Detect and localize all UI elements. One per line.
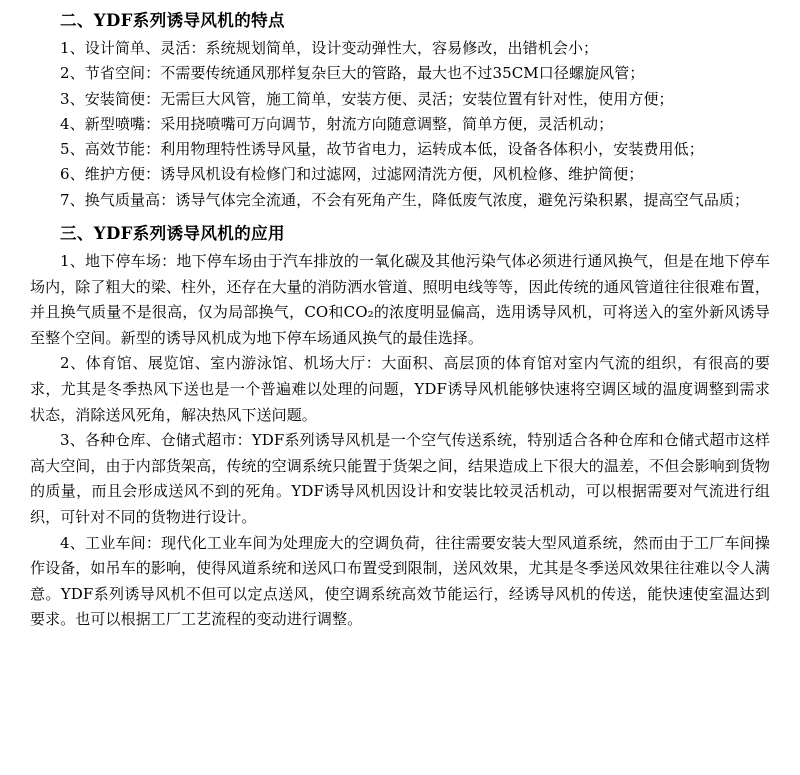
section-features [30,8,770,213]
paragraph: 2、节省空间：不需要传统通风那样复杂巨大的管路，最大也不过35CM口径螺旋风管； [60,64,645,83]
paragraph: 7、换气质量高：诱导气体完全流通，不会有死角产生，降低废气浓度，避免污染积累，提高空气品质； [60,190,750,209]
section-applications [30,221,770,633]
paragraph: 5、高效节能：利用物理特性诱导风量，故节省电力，运转成本低，设备各体积小，安装费用低； [60,140,704,159]
paragraph: 1、设计简单、灵活：系统规划简单，设计变动弹性大，容易修改，出错机会小； [60,39,599,57]
paragraph: 3、各种仓库、仓储式超市：YDF系列诱导风机是一个空气传送系统，特别适合各种仓库和仓储式超市这样高大空间，由于内部货架高，传统的空调系统只能置于货架之间，结果造成上下很大的温差，不但会影响到货物的质量，而且会形成送风不到的死角。YDF诱导风机因设计和安装比较灵活机动，可以根据需要对气流进行组织，可针对不同的货物进行设计。 [30,431,770,527]
paragraph: 4、新型喷嘴：采用挠喷嘴可万向调节，射流方向随意调整，简单方便，灵活机动； [60,114,614,133]
section-heading-features: 二、YDF系列诱导风机的特点 [60,11,285,30]
paragraph: 4、工业车间：现代化工业车间为处理庞大的空调负荷，往往需要安装大型风道系统，然而由于工厂车间操作设备，如吊车的影响，使得风道系统和送风口布置受到限制，送风效果，尤其是冬季送风效果往往难以令人满意。YDF系列诱导风机不但可以定点送风，使空调系统高效节能运行，经诱导风机的传送，能快速使室温达到要求。也可以根据工厂工艺流程的变动进行调整。 [30,533,770,629]
paragraph: 2、体育馆、展览馆、室内游泳馆、机场大厅：大面积、高层顶的体育馆对室内气流的组织，有很高的要求，尤其是冬季热风下送也是一个普遍难以处理的问题，YDF诱导风机能够快速将空调区域的温度调整到需求状态，消除送风死角，解决热风下送问题。 [30,354,770,424]
paragraph: 6、维护方便：诱导风机设有检修门和过滤网，过滤网清洗方便，风机检修、维护简便； [60,165,644,184]
paragraph: 3、安装简便：无需巨大风管，施工简单，安装方便、灵活；安装位置有针对性，使用方便； [60,89,674,108]
section-heading-applications: 三、YDF系列诱导风机的应用 [60,224,285,244]
paragraph: 1、地下停车场：地下停车场由于汽车排放的一氧化碳及其他污染气体必须进行通风换气，但是在地下停车场内，除了粗大的梁、柱外，还存在大量的消防洒水管道、照明电线等等，因此传统的通风管道往往很难布置，并且换气质量不是很高，仅为局部换气，CO和CO₂的浓度明显偏高，选用诱导风机，可将送入的室外新风诱导至整个空间。新型的诱导风机成为地下停车场通风换气的最佳选择。 [30,252,770,347]
